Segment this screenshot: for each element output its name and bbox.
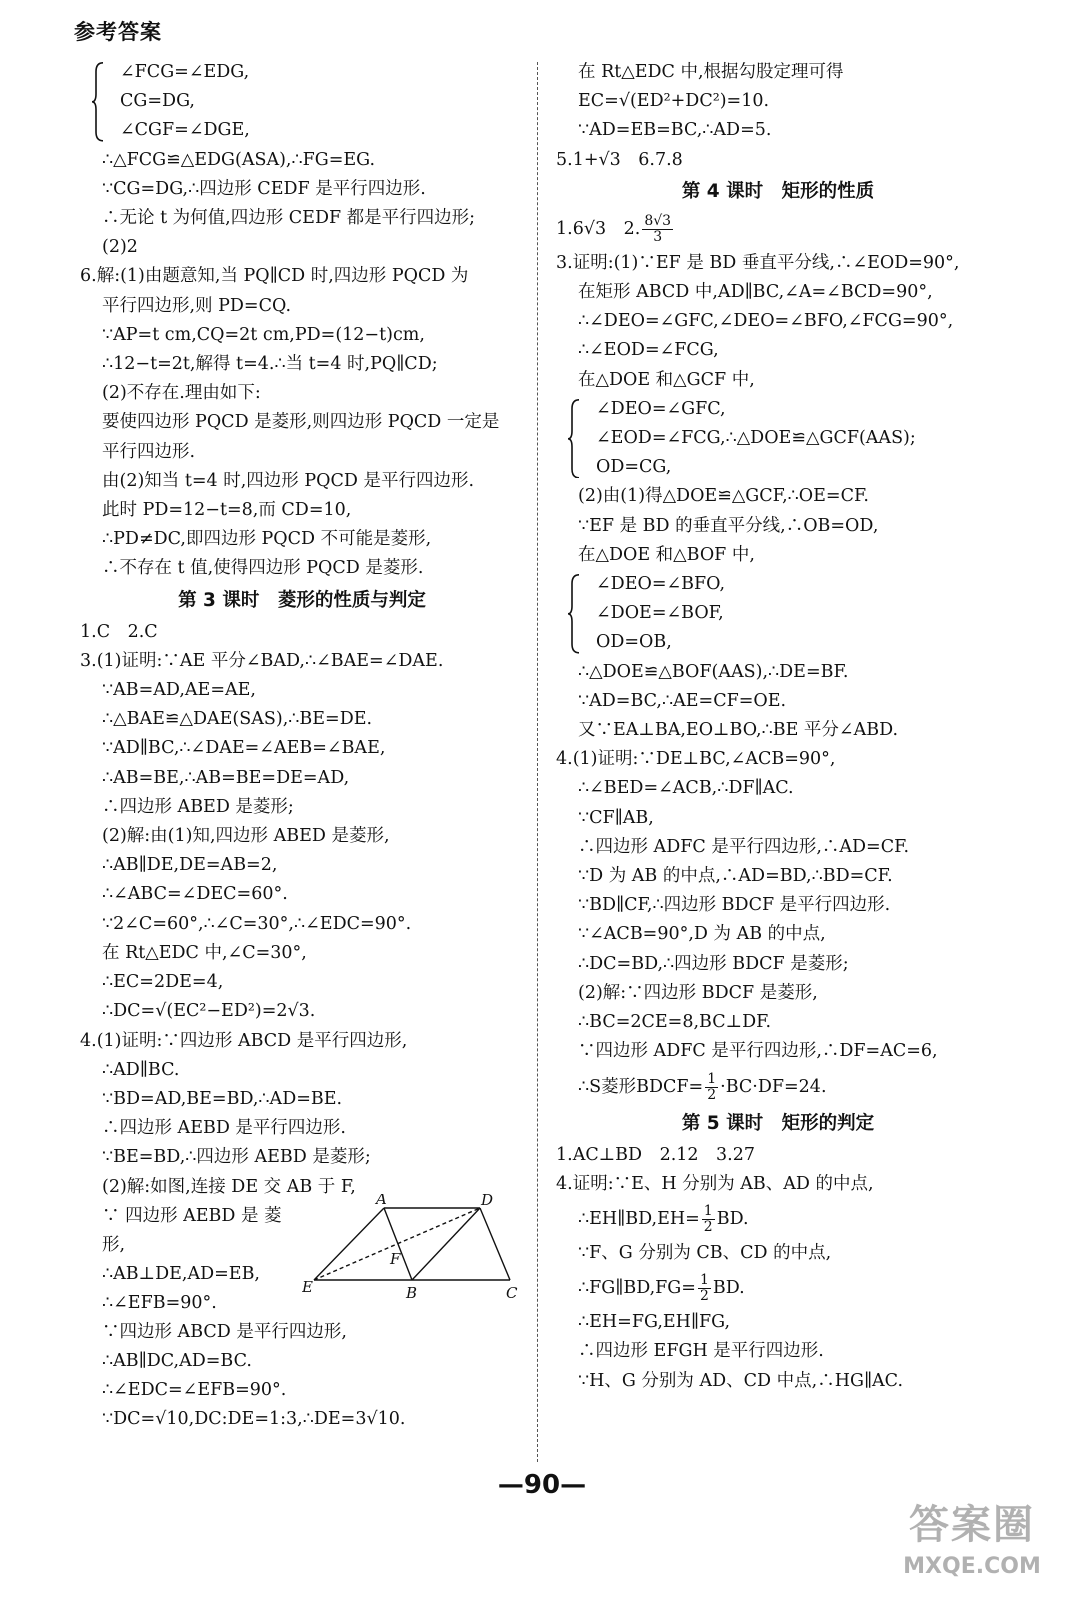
text-line: ∴∠DEO=∠GFC,∠DEO=∠BFO,∠FCG=90°, [578, 311, 954, 332]
area-text: ·BC·DF=24. [720, 1076, 827, 1097]
text-line: ∠DOE=∠BOF, [596, 603, 724, 624]
text-line: ∠FCG=∠EDG, [120, 62, 250, 82]
text-line: ∴∠EFB=90°. [102, 1293, 217, 1314]
text-line: ∴DC=BD,∴四边形 BDCF 是菱形; [578, 953, 849, 974]
watermark-url: MXQE.COM [903, 1554, 1041, 1579]
text-line: ∴EC=2DE=4, [102, 972, 224, 993]
text-line: ∵D 为 AB 的中点,∴AD=BD,∴BD=CF. [578, 866, 893, 887]
text-line: OD=OB, [596, 632, 672, 653]
text-line: OD=CG, [596, 457, 672, 478]
text-line: ∵H、G 分别为 AD、CD 中点,∴HG∥AC. [578, 1370, 904, 1391]
column-divider [537, 62, 538, 1462]
page-number: —90— [497, 1470, 587, 1500]
text-line: ∴AB=BE,∴AB=BE=DE=AD, [102, 767, 350, 788]
text-line: ∴BC=2CE=8,BC⊥DF. [578, 1012, 772, 1033]
site-watermark [882, 1498, 1062, 1594]
numerator: 8√3 [644, 212, 672, 229]
text-line: ∴∠BED=∠ACB,∴DF∥AC. [578, 778, 794, 799]
question-4: 4.(1)证明:∵DE⊥BC,∠ACB=90°, [556, 749, 836, 770]
answer-text: 1.6√3 2. [556, 218, 641, 239]
text-line: ∴四边形 ADFC 是平行四边形,∴AD=CF. [578, 836, 910, 857]
text-line: ∵AB=AD,AE=AE, [102, 680, 256, 701]
text-line: 要使四边形 PQCD 是菱形,则四边形 PQCD 一定是 [102, 412, 500, 433]
proof-text: BD. [716, 1208, 749, 1229]
text-line: EC=√(ED²+DC²)=10. [578, 91, 770, 112]
text-line: (2)不存在.理由如下: [102, 383, 261, 404]
left-column [80, 58, 524, 1435]
text-line: 5.1+√3 6.7.8 [556, 149, 683, 170]
text-line: 在 Rt△EDC 中,根据勾股定理可得 [578, 62, 844, 82]
text-line: ∴AB∥DE,DE=AB=2, [102, 855, 278, 876]
text-line: (2)解:由(1)知,四边形 ABED 是菱形, [102, 826, 390, 847]
text-line: ∵AD=BC,∴AE=CF=OE. [578, 690, 787, 711]
text-line: ∵CG=DG,∴四边形 CEDF 是平行四边形. [102, 178, 426, 199]
question-4: 4.(1)证明:∵四边形 ABCD 是平行四边形, [80, 1030, 408, 1051]
text-line: ∵四边形 ABCD 是平行四边形, [102, 1321, 347, 1342]
text-line: ∵F、G 分别为 CB、CD 的中点, [578, 1242, 832, 1263]
text-line [556, 1067, 1000, 1107]
text-line: 平行四边形,则 PD=CQ. [102, 295, 292, 316]
point-label: C [506, 1283, 518, 1302]
text-line: ∵DC=√10,DC:DE=1:3,∴DE=3√10. [102, 1409, 406, 1430]
text-line: ∴PD≠DC,即四边形 PQCD 不可能是菱形, [102, 529, 432, 550]
text-line: ∵CF∥AB, [578, 807, 654, 828]
text-line: ∴AB⊥DE,AD=EB, [102, 1264, 260, 1285]
proof-text: ∴FG∥BD,FG= [578, 1278, 696, 1299]
text-line: ∠CGF=∠DGE, [120, 120, 250, 141]
text-line: ∴△FCG≌△EDG(ASA),∴FG=EG. [102, 149, 376, 170]
text-line [556, 1268, 1000, 1308]
text-line: ∵BD=AD,BE=BD,∴AD=BE. [102, 1088, 343, 1109]
text-line: 在△DOE 和△BOF 中, [578, 544, 755, 565]
question-3: 3.(1)证明:∵AE 平分∠BAD,∴∠BAE=∠DAE. [80, 650, 444, 671]
point-label: F [390, 1249, 401, 1268]
geometry-figure [302, 1194, 532, 1314]
numerator: 1 [707, 1070, 717, 1087]
fraction [698, 1273, 711, 1304]
text-line: 平行四边形. [102, 441, 196, 462]
equation-system [556, 395, 1000, 483]
text-line: ∴∠EOD=∠FCG, [578, 340, 719, 361]
fraction [702, 1204, 715, 1235]
text-line: ∵BE=BD,∴四边形 AEBD 是菱形; [102, 1147, 371, 1168]
watermark-logo-text: 答案圈 [909, 1502, 1035, 1548]
text-line: ∠DEO=∠GFC, [596, 398, 726, 419]
right-column [556, 58, 1000, 1396]
question-6: 6.解:(1)由题意知,当 PQ∥CD 时,四边形 PQCD 为 [80, 266, 469, 287]
text-line: ∠EOD=∠FCG,∴△DOE≌△GCF(AAS); [596, 428, 916, 449]
text-line: ∴∠ABC=∠DEC=60°. [102, 884, 288, 905]
text-line: 形, [102, 1234, 126, 1255]
left-brace-icon [568, 574, 580, 654]
text-line: ∵2∠C=60°,∴∠C=30°,∴∠EDC=90°. [102, 913, 412, 934]
text-line: ∵BD∥CF,∴四边形 BDCF 是平行四边形. [578, 895, 891, 916]
text-line: ∵EF 是 BD 的垂直平分线,∴OB=OD, [578, 515, 879, 536]
text-line: 又∵EA⊥BA,EO⊥BO,∴BE 平分∠ABD. [578, 720, 899, 741]
text-line: ∵∠ACB=90°,D 为 AB 的中点, [578, 924, 826, 945]
text-line: ∴AB∥DC,AD=BC. [102, 1350, 252, 1371]
numerator: 1 [699, 1272, 709, 1289]
figure-block [80, 1193, 524, 1318]
text-line: ∴四边形 EFGH 是平行四边形. [578, 1341, 824, 1362]
section-title: 第 3 课时 菱形的性质与判定 [178, 589, 426, 611]
section-title: 第 4 课时 矩形的性质 [681, 180, 875, 202]
text-line: 1.AC⊥BD 2.12 3.27 [556, 1144, 756, 1165]
text-line: ∵ 四边形 AEBD 是 菱 [102, 1205, 282, 1226]
proof-text: ∴EH∥BD,EH= [578, 1208, 700, 1229]
text-line: ∵四边形 ADFC 是平行四边形,∴DF=AC=6, [578, 1041, 938, 1062]
text-line: ∴不存在 t 值,使得四边形 PQCD 是菱形. [102, 558, 424, 579]
text-line: ∴AD∥BC. [102, 1059, 180, 1080]
text-line: (2)解:如图,连接 DE 交 AB 于 F, [102, 1176, 356, 1197]
text-line: CG=DG, [120, 91, 195, 112]
text-line: ∴DC=√(EC²−ED²)=2√3. [102, 1001, 316, 1022]
area-text: ∴S菱形BDCF= [578, 1076, 704, 1097]
text-line: 1.C 2.C [80, 621, 158, 642]
point-label: B [406, 1283, 418, 1302]
proof-text: BD. [712, 1278, 745, 1299]
text-line: (2)2 [102, 237, 138, 258]
text-line: ∴四边形 AEBD 是平行四边形. [102, 1118, 346, 1139]
text-line [556, 1199, 1000, 1239]
denominator: 2 [707, 1086, 717, 1103]
text-line: (2)解:∵四边形 BDCF 是菱形, [578, 982, 818, 1003]
text-line: ∴EH=FG,EH∥FG, [578, 1312, 731, 1333]
text-line [556, 209, 1000, 249]
left-brace-icon [568, 399, 580, 479]
section-title: 第 5 课时 矩形的判定 [681, 1112, 875, 1134]
point-label: D [481, 1193, 494, 1209]
denominator: 3 [653, 228, 663, 245]
numerator: 1 [703, 1202, 713, 1219]
point-label: E [302, 1277, 313, 1296]
text-line: ∴△BAE≌△DAE(SAS),∴BE=DE. [102, 709, 373, 730]
equation-system [556, 570, 1000, 658]
text-line: (2)由(1)得△DOE≌△GCF,∴OE=CF. [578, 486, 869, 507]
denominator: 2 [703, 1218, 713, 1235]
left-brace-icon [92, 62, 104, 142]
text-line: ∠DEO=∠BFO, [596, 574, 726, 595]
text-line: ∴△DOE≌△BOF(AAS),∴DE=BF. [578, 661, 849, 682]
question-4: 4.证明:∵E、H 分别为 AB、AD 的中点, [556, 1173, 874, 1194]
text-line: 在 Rt△EDC 中,∠C=30°, [102, 942, 307, 963]
text-line: 此时 PD=12−t=8,而 CD=10, [102, 500, 352, 521]
text-line: ∵AD=EB=BC,∴AD=5. [578, 120, 772, 141]
fraction [705, 1072, 718, 1103]
denominator: 2 [699, 1288, 709, 1305]
point-label: A [376, 1193, 387, 1208]
text-line: ∵AP=t cm,CQ=2t cm,PD=(12−t)cm, [102, 324, 425, 345]
text-line: 在矩形 ABCD 中,AD∥BC,∠A=∠BCD=90°, [578, 282, 933, 303]
text-line: ∵AD∥BC,∴∠DAE=∠AEB=∠BAE, [102, 738, 386, 759]
page-header: 参考答案 [74, 20, 162, 44]
text-line: ∴12−t=2t,解得 t=4.∴当 t=4 时,PQ∥CD; [102, 354, 438, 375]
text-line: ∴∠EDC=∠EFB=90°. [102, 1380, 287, 1401]
text-line: 由(2)知当 t=4 时,四边形 PQCD 是平行四边形. [102, 470, 475, 491]
fraction [642, 214, 673, 245]
equation-system [80, 58, 524, 146]
text-line: ∴四边形 ABED 是菱形; [102, 796, 294, 817]
question-3: 3.证明:(1)∵EF 是 BD 垂直平分线,∴∠EOD=90°, [556, 252, 960, 273]
text-line: ∴无论 t 为何值,四边形 CEDF 都是平行四边形; [102, 208, 476, 229]
text-line: 在△DOE 和△GCF 中, [578, 369, 755, 390]
